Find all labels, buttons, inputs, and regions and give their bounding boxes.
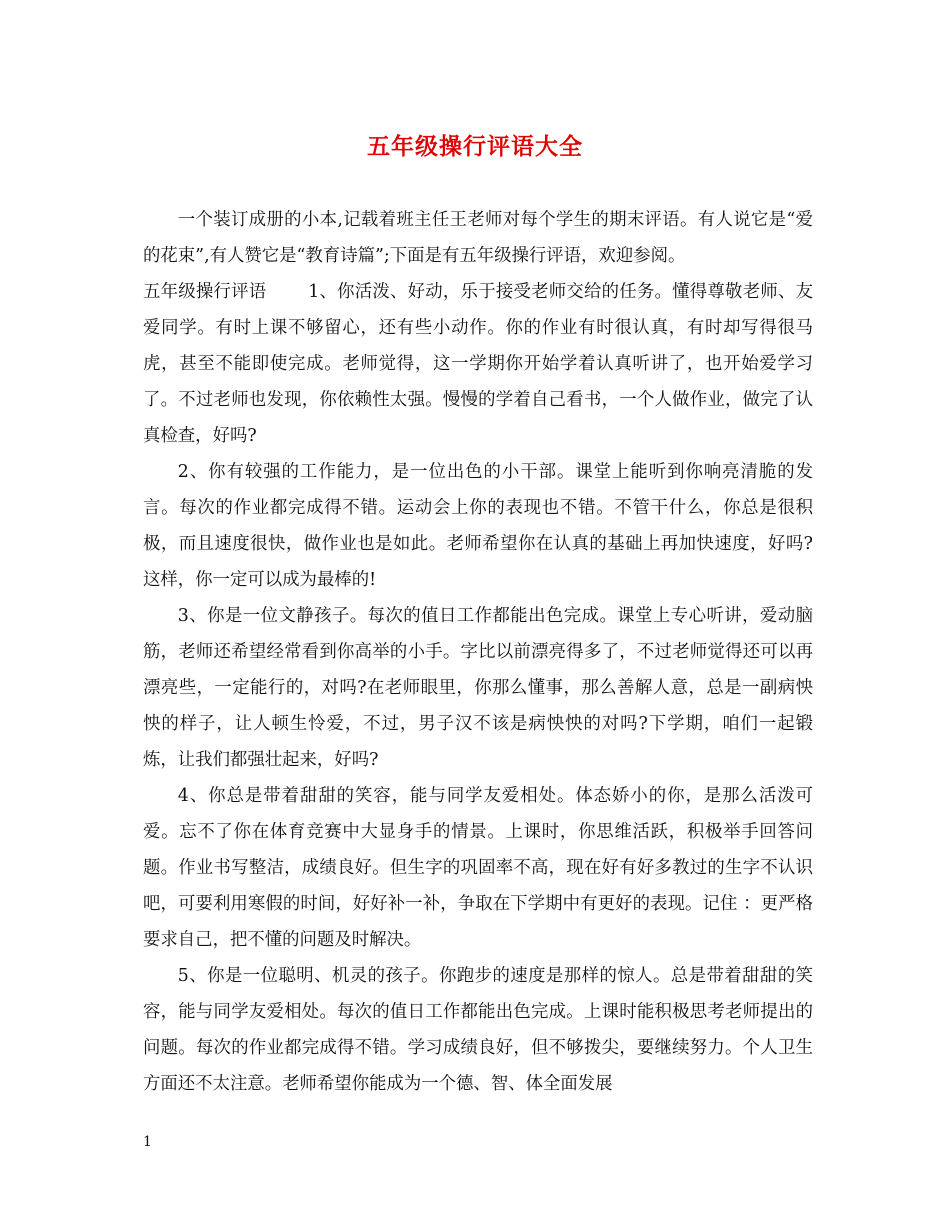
- document-title: 五年级操行评语大全: [367, 133, 583, 160]
- comment-paragraph-3: 3、你是一位文静孩子。每次的值日工作都能出色完成。课堂上专心听讲，爱动脑筋，老师还希望经常看到你高举的小手。字比以前漂亮得多了，不过老师觉得还可以再漂亮些，一定能行的，对吗?在老师眼里，你那么懂事，那么善解人意，总是一副病怏怏的样子，让人顿生怜爱，不过，男子汉不该是病怏怏的对吗?下学期，咱们一起锻炼，让我们都强壮起来，好吗?: [143, 606, 813, 770]
- comment-paragraph-5: 5、你是一位聪明、机灵的孩子。你跑步的速度是那样的惊人。总是带着甜甜的笑容，能与同学友爱相处。每次的值日工作都能出色完成。上课时能积极思考老师提出的问题。每次的作业都完成得不错。学习成绩良好，但不够拨尖，要继续努力。个人卫生方面还不太注意。老师希望你能成为一个德、智、体全面发展: [143, 966, 813, 1094]
- comment-text-1: 1、你活泼、好动，乐于接受老师交给的任务。懂得尊敬老师、友爱同学。有时上课不够留心，还有些小动作。你的作业有时很认真，有时却写得很马虎，甚至不能即使完成。老师觉得，这一学期你开始学着认真听讲了，也开始爱学习了。不过老师也发现，你依赖性太强。慢慢的学着自己看书，一个人做作业，做完了认真检查，好吗?: [143, 282, 813, 446]
- section-heading: 五年级操行评语: [143, 282, 267, 302]
- comment-paragraph-4: 4、你总是带着甜甜的笑容，能与同学友爱相处。体态娇小的你，是那么活泼可爱。忘不了你在体育竞赛中大显身手的情景。上课时，你思维活跃，积极举手回答问题。作业书写整洁，成绩良好。但生字的巩固率不高，现在好有好多教过的生字不认识吧，可要利用寒假的时间，好好补一补，争取在下学期中有更好的表现。记住 ：更严格要求自己，把不懂的问题及时解决。: [143, 786, 813, 950]
- document-body: [143, 202, 813, 1102]
- comment-paragraph-2: 2、你有较强的工作能力，是一位出色的小干部。课堂上能听到你响亮清脆的发言。每次的作业都完成得不错。运动会上你的表现也不错。不管干什么，你总是很积极，而且速度很快，做作业也是如此。老师希望你在认真的基础上再加快速度，好吗?这样，你一定可以成为最棒的!: [143, 462, 813, 590]
- page-number: 1: [143, 1134, 152, 1150]
- intro-paragraph: 一个装订成册的小本,记载着班主任王老师对每个学生的期末评语。有人说它是“爱的花束”,有人赞它是“教育诗篇”;下面是有五年级操行评语，欢迎参阅。: [143, 210, 813, 266]
- comment-paragraph-1: [143, 274, 813, 454]
